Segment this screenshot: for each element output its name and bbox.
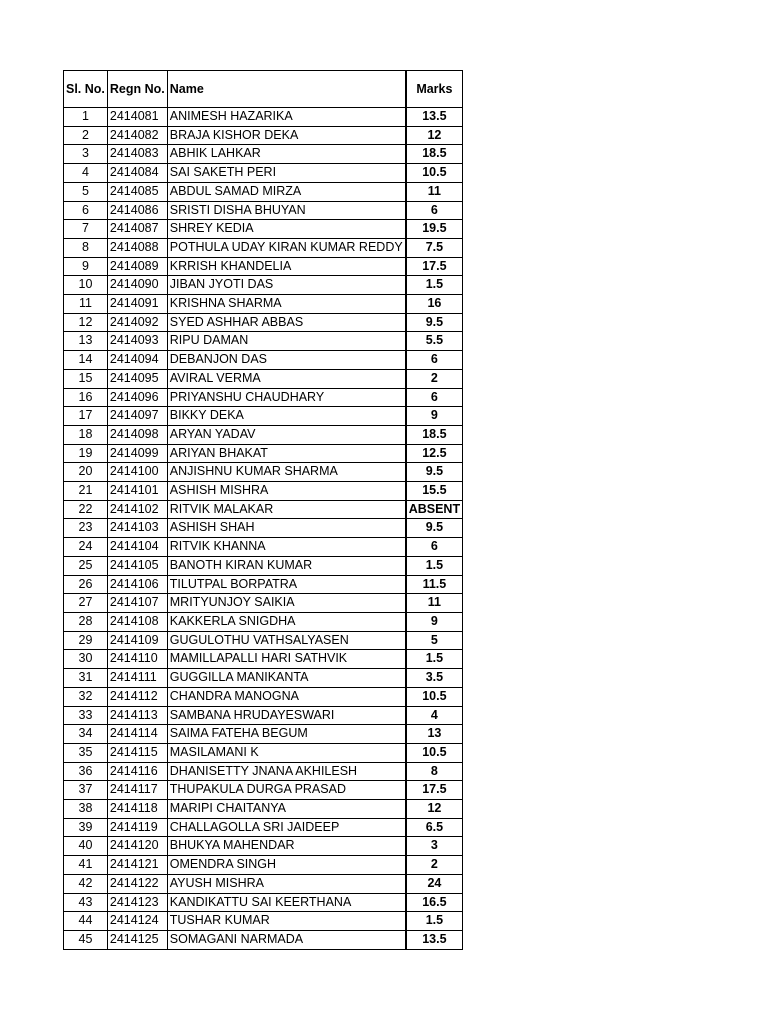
cell-sl-no: 17 [64,407,108,426]
table-row [64,556,463,575]
cell-regn-no: 2414125 [107,930,167,949]
cell-marks: 10.5 [406,687,463,706]
cell-name: SOMAGANI NARMADA [167,930,405,949]
cell-regn-no: 2414098 [107,425,167,444]
table-row [64,444,463,463]
cell-regn-no: 2414100 [107,463,167,482]
cell-marks: 10.5 [406,164,463,183]
cell-sl-no: 27 [64,594,108,613]
cell-sl-no: 41 [64,856,108,875]
cell-name: ABHIK LAHKAR [167,145,405,164]
table-row [64,725,463,744]
cell-sl-no: 10 [64,276,108,295]
cell-sl-no: 20 [64,463,108,482]
cell-name: MASILAMANI K [167,743,405,762]
cell-name: CHANDRA MANOGNA [167,687,405,706]
cell-name: GUGULOTHU VATHSALYASEN [167,631,405,650]
cell-marks: 16 [406,295,463,314]
cell-sl-no: 36 [64,762,108,781]
cell-marks: 4 [406,706,463,725]
cell-name: SHREY KEDIA [167,220,405,239]
cell-regn-no: 2414091 [107,295,167,314]
cell-sl-no: 39 [64,818,108,837]
table-header [64,71,463,108]
cell-regn-no: 2414108 [107,612,167,631]
cell-sl-no: 15 [64,369,108,388]
table-row [64,912,463,931]
cell-name: MAMILLAPALLI HARI SATHVIK [167,650,405,669]
cell-marks: 17.5 [406,257,463,276]
cell-name: SAMBANA HRUDAYESWARI [167,706,405,725]
table-row [64,238,463,257]
cell-regn-no: 2414095 [107,369,167,388]
cell-name: KAKKERLA SNIGDHA [167,612,405,631]
cell-regn-no: 2414105 [107,556,167,575]
cell-sl-no: 37 [64,781,108,800]
cell-regn-no: 2414113 [107,706,167,725]
table-row [64,837,463,856]
header-regn-no: Regn No. [107,71,167,108]
cell-name: GUGGILLA MANIKANTA [167,669,405,688]
cell-marks: 5 [406,631,463,650]
marks-table [63,70,463,950]
table-row [64,687,463,706]
cell-regn-no: 2414103 [107,519,167,538]
cell-marks: 3.5 [406,669,463,688]
cell-name: CHALLAGOLLA SRI JAIDEEP [167,818,405,837]
cell-marks: 6 [406,201,463,220]
table-row [64,874,463,893]
table-row [64,856,463,875]
table-row [64,781,463,800]
cell-marks: 1.5 [406,276,463,295]
cell-sl-no: 13 [64,332,108,351]
cell-marks: 2 [406,856,463,875]
cell-regn-no: 2414122 [107,874,167,893]
cell-marks: 12 [406,800,463,819]
cell-marks: 11.5 [406,575,463,594]
cell-name: TILUTPAL BORPATRA [167,575,405,594]
table-row [64,145,463,164]
cell-sl-no: 23 [64,519,108,538]
cell-sl-no: 9 [64,257,108,276]
cell-name: KRISHNA SHARMA [167,295,405,314]
cell-regn-no: 2414123 [107,893,167,912]
cell-sl-no: 42 [64,874,108,893]
cell-regn-no: 2414109 [107,631,167,650]
cell-name: MARIPI CHAITANYA [167,800,405,819]
table-row [64,332,463,351]
cell-marks: 10.5 [406,743,463,762]
cell-name: RITVIK MALAKAR [167,500,405,519]
cell-regn-no: 2414112 [107,687,167,706]
table-row [64,276,463,295]
cell-marks: 6 [406,351,463,370]
cell-sl-no: 25 [64,556,108,575]
table-row [64,295,463,314]
cell-regn-no: 2414115 [107,743,167,762]
cell-name: ABDUL SAMAD MIRZA [167,182,405,201]
table-row [64,669,463,688]
cell-name: DEBANJON DAS [167,351,405,370]
cell-sl-no: 28 [64,612,108,631]
cell-marks: 5.5 [406,332,463,351]
cell-name: SAI SAKETH PERI [167,164,405,183]
cell-regn-no: 2414099 [107,444,167,463]
table-row [64,800,463,819]
cell-marks: 2 [406,369,463,388]
table-row [64,257,463,276]
cell-sl-no: 1 [64,108,108,127]
cell-regn-no: 2414088 [107,238,167,257]
header-sl-no: Sl. No. [64,71,108,108]
table-row [64,706,463,725]
cell-sl-no: 14 [64,351,108,370]
cell-sl-no: 26 [64,575,108,594]
cell-regn-no: 2414106 [107,575,167,594]
table-row [64,482,463,501]
cell-marks: 9 [406,407,463,426]
cell-name: ASHISH SHAH [167,519,405,538]
table-row [64,762,463,781]
table-row [64,164,463,183]
cell-sl-no: 19 [64,444,108,463]
cell-sl-no: 35 [64,743,108,762]
cell-marks: 9.5 [406,313,463,332]
cell-marks: ABSENT [406,500,463,519]
cell-name: AVIRAL VERMA [167,369,405,388]
cell-sl-no: 18 [64,425,108,444]
cell-marks: 9 [406,612,463,631]
cell-regn-no: 2414102 [107,500,167,519]
table-row [64,743,463,762]
cell-sl-no: 29 [64,631,108,650]
cell-name: ASHISH MISHRA [167,482,405,501]
table-row [64,893,463,912]
header-marks: Marks [406,71,463,108]
cell-sl-no: 44 [64,912,108,931]
cell-marks: 6.5 [406,818,463,837]
cell-name: SAIMA FATEHA BEGUM [167,725,405,744]
table-row [64,594,463,613]
cell-sl-no: 38 [64,800,108,819]
cell-sl-no: 4 [64,164,108,183]
cell-regn-no: 2414117 [107,781,167,800]
cell-regn-no: 2414087 [107,220,167,239]
cell-marks: 9.5 [406,463,463,482]
cell-name: BANOTH KIRAN KUMAR [167,556,405,575]
cell-sl-no: 5 [64,182,108,201]
cell-name: ANJISHNU KUMAR SHARMA [167,463,405,482]
cell-regn-no: 2414107 [107,594,167,613]
cell-marks: 9.5 [406,519,463,538]
cell-name: PRIYANSHU CHAUDHARY [167,388,405,407]
cell-sl-no: 43 [64,893,108,912]
cell-regn-no: 2414094 [107,351,167,370]
cell-sl-no: 45 [64,930,108,949]
cell-regn-no: 2414096 [107,388,167,407]
table-row [64,650,463,669]
cell-name: KRRISH KHANDELIA [167,257,405,276]
cell-regn-no: 2414092 [107,313,167,332]
table-row [64,463,463,482]
cell-name: ANIMESH HAZARIKA [167,108,405,127]
cell-name: JIBAN JYOTI DAS [167,276,405,295]
cell-marks: 11 [406,594,463,613]
cell-name: RITVIK KHANNA [167,538,405,557]
cell-regn-no: 2414085 [107,182,167,201]
table-row [64,182,463,201]
cell-marks: 12 [406,126,463,145]
cell-regn-no: 2414119 [107,818,167,837]
cell-marks: 11 [406,182,463,201]
cell-name: ARYAN YADAV [167,425,405,444]
cell-sl-no: 12 [64,313,108,332]
cell-sl-no: 7 [64,220,108,239]
cell-sl-no: 34 [64,725,108,744]
cell-regn-no: 2414120 [107,837,167,856]
table-row [64,126,463,145]
cell-name: BIKKY DEKA [167,407,405,426]
cell-marks: 13 [406,725,463,744]
table-row [64,575,463,594]
cell-name: TUSHAR KUMAR [167,912,405,931]
table-row [64,201,463,220]
cell-marks: 24 [406,874,463,893]
cell-marks: 1.5 [406,912,463,931]
cell-sl-no: 2 [64,126,108,145]
cell-name: MRITYUNJOY SAIKIA [167,594,405,613]
header-row [64,71,463,108]
header-name: Name [167,71,405,108]
cell-regn-no: 2414086 [107,201,167,220]
cell-regn-no: 2414104 [107,538,167,557]
cell-regn-no: 2414089 [107,257,167,276]
table-row [64,818,463,837]
cell-marks: 19.5 [406,220,463,239]
cell-regn-no: 2414081 [107,108,167,127]
table-row [64,369,463,388]
table-row [64,313,463,332]
cell-sl-no: 3 [64,145,108,164]
cell-regn-no: 2414093 [107,332,167,351]
table-body [64,108,463,950]
cell-sl-no: 8 [64,238,108,257]
cell-regn-no: 2414084 [107,164,167,183]
table-row [64,500,463,519]
cell-marks: 12.5 [406,444,463,463]
cell-regn-no: 2414110 [107,650,167,669]
cell-name: POTHULA UDAY KIRAN KUMAR REDDY [167,238,405,257]
cell-sl-no: 32 [64,687,108,706]
cell-marks: 13.5 [406,930,463,949]
cell-regn-no: 2414090 [107,276,167,295]
cell-sl-no: 22 [64,500,108,519]
cell-sl-no: 33 [64,706,108,725]
cell-marks: 18.5 [406,145,463,164]
cell-name: BRAJA KISHOR DEKA [167,126,405,145]
cell-name: KANDIKATTU SAI KEERTHANA [167,893,405,912]
cell-sl-no: 40 [64,837,108,856]
cell-marks: 6 [406,538,463,557]
cell-name: ARIYAN BHAKAT [167,444,405,463]
table-row [64,407,463,426]
cell-sl-no: 6 [64,201,108,220]
cell-regn-no: 2414101 [107,482,167,501]
table-row [64,108,463,127]
table-row [64,519,463,538]
cell-marks: 7.5 [406,238,463,257]
cell-name: BHUKYA MAHENDAR [167,837,405,856]
cell-marks: 1.5 [406,650,463,669]
cell-name: THUPAKULA DURGA PRASAD [167,781,405,800]
table-row [64,425,463,444]
cell-sl-no: 21 [64,482,108,501]
cell-regn-no: 2414124 [107,912,167,931]
cell-marks: 13.5 [406,108,463,127]
table-row [64,612,463,631]
cell-sl-no: 11 [64,295,108,314]
cell-marks: 6 [406,388,463,407]
cell-regn-no: 2414116 [107,762,167,781]
cell-regn-no: 2414111 [107,669,167,688]
cell-sl-no: 31 [64,669,108,688]
cell-name: OMENDRA SINGH [167,856,405,875]
cell-regn-no: 2414114 [107,725,167,744]
cell-regn-no: 2414083 [107,145,167,164]
cell-name: AYUSH MISHRA [167,874,405,893]
cell-sl-no: 24 [64,538,108,557]
cell-sl-no: 30 [64,650,108,669]
cell-marks: 18.5 [406,425,463,444]
cell-marks: 16.5 [406,893,463,912]
cell-regn-no: 2414082 [107,126,167,145]
cell-marks: 17.5 [406,781,463,800]
table-row [64,631,463,650]
table-row [64,538,463,557]
cell-name: RIPU DAMAN [167,332,405,351]
table-row [64,930,463,949]
cell-marks: 8 [406,762,463,781]
cell-regn-no: 2414097 [107,407,167,426]
cell-marks: 1.5 [406,556,463,575]
table-row [64,351,463,370]
cell-name: SYED ASHHAR ABBAS [167,313,405,332]
cell-marks: 15.5 [406,482,463,501]
cell-name: DHANISETTY JNANA AKHILESH [167,762,405,781]
table-row [64,220,463,239]
table-row [64,388,463,407]
cell-sl-no: 16 [64,388,108,407]
cell-regn-no: 2414118 [107,800,167,819]
cell-name: SRISTI DISHA BHUYAN [167,201,405,220]
cell-regn-no: 2414121 [107,856,167,875]
cell-marks: 3 [406,837,463,856]
